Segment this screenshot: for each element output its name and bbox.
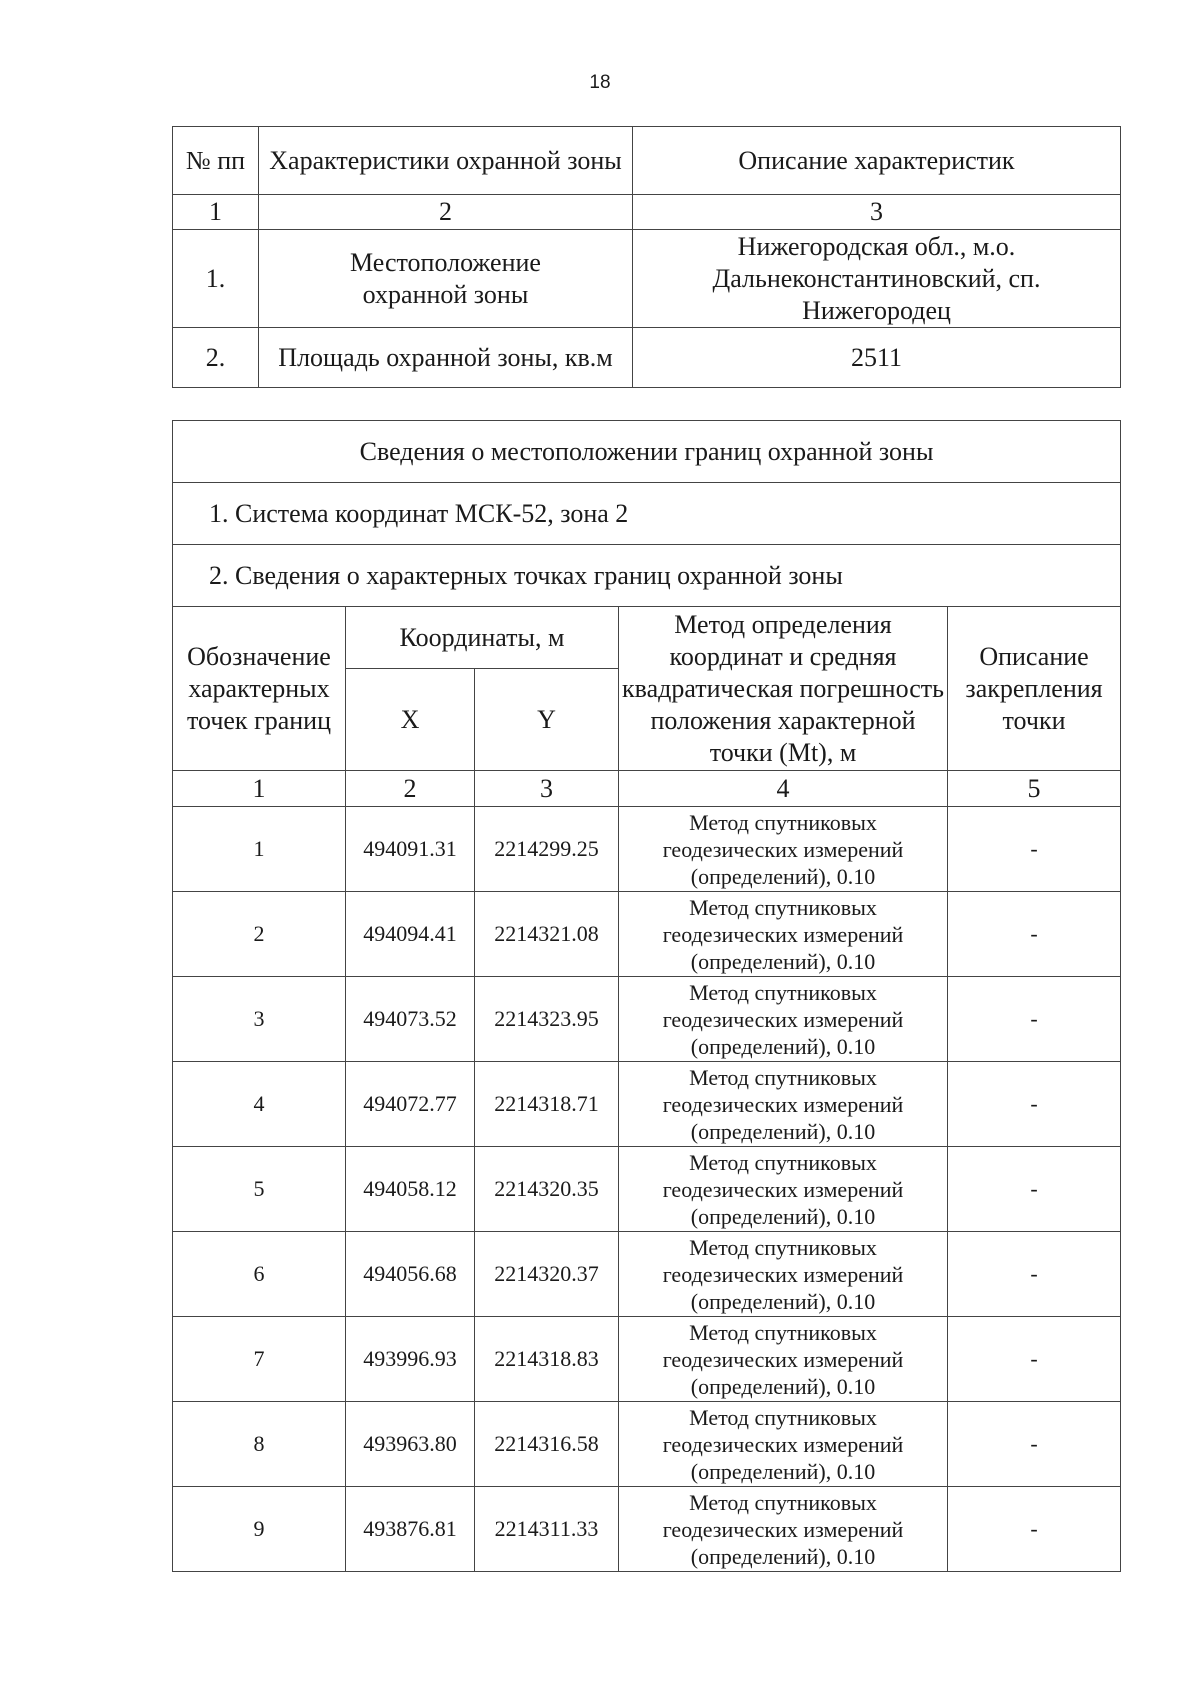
header-coordinates: Координаты, м [346,607,619,669]
coord-y: 2214299.25 [475,807,619,892]
table-row [173,328,1121,388]
method: Метод спутниковых геодезических измерений (определений), 0.10 [619,1232,948,1317]
method: Метод спутниковых геодезических измерений (определений), 0.10 [619,1487,948,1572]
point-number: 8 [173,1402,346,1487]
coord-x: 494073.52 [346,977,475,1062]
coord-y: 2214321.08 [475,892,619,977]
fixing: - [948,1062,1121,1147]
point-number: 6 [173,1232,346,1317]
point-number: 1 [173,807,346,892]
fixing: - [948,1147,1121,1232]
table-header-row [173,607,1121,669]
coord-y: 2214311.33 [475,1487,619,1572]
column-number-row [173,195,1121,230]
point-number: 4 [173,1062,346,1147]
method: Метод спутниковых геодезических измерений (определений), 0.10 [619,1062,948,1147]
fixing: - [948,1232,1121,1317]
table-row [173,977,1121,1062]
header-designation: Обозначение характерных точек границ [173,607,346,771]
coord-y: 2214318.71 [475,1062,619,1147]
table-row [173,807,1121,892]
method: Метод спутниковых геодезических измерений (определений), 0.10 [619,807,948,892]
point-number: 5 [173,1147,346,1232]
section-title: Сведения о местоположении границ охранной зоны [173,421,1121,483]
column-number: 2 [259,195,633,230]
coord-y: 2214323.95 [475,977,619,1062]
point-number: 9 [173,1487,346,1572]
points-heading-row [173,545,1121,607]
column-number: 1 [173,771,346,807]
table-cell: 2. [173,328,259,388]
column-number: 3 [475,771,619,807]
coord-x: 493876.81 [346,1487,475,1572]
fixing: - [948,1402,1121,1487]
fixing: - [948,807,1121,892]
coord-x: 494072.77 [346,1062,475,1147]
point-number: 7 [173,1317,346,1402]
column-number: 5 [948,771,1121,807]
header-y: Y [475,669,619,771]
header-x: X [346,669,475,771]
table-row [173,230,1121,328]
coord-x: 494056.68 [346,1232,475,1317]
column-number: 4 [619,771,948,807]
header-fixing: Описание закрепления точки [948,607,1121,771]
table-row [173,892,1121,977]
section-title-row [173,421,1121,483]
table-row [173,1402,1121,1487]
table-row [173,1147,1121,1232]
table-cell: 1. [173,230,259,328]
points-heading: 2. Сведения о характерных точках границ охранной зоны [173,545,1121,607]
point-number: 2 [173,892,346,977]
method: Метод спутниковых геодезических измерений (определений), 0.10 [619,1147,948,1232]
coord-x: 493996.93 [346,1317,475,1402]
coord-y: 2214316.58 [475,1402,619,1487]
table-row [173,1232,1121,1317]
fixing: - [948,977,1121,1062]
coord-x: 493963.80 [346,1402,475,1487]
header-cell: Описание характеристик [633,127,1121,195]
table-header-row [173,127,1121,195]
column-number: 1 [173,195,259,230]
method: Метод спутниковых геодезических измерений (определений), 0.10 [619,892,948,977]
header-method: Метод определения координат и средняя квадратическая погрешность положения характерной точки (Mt), м [619,607,948,771]
coord-x: 494058.12 [346,1147,475,1232]
method: Метод спутниковых геодезических измерений (определений), 0.10 [619,977,948,1062]
fixing: - [948,1487,1121,1572]
method: Метод спутниковых геодезических измерений (определений), 0.10 [619,1402,948,1487]
coordinate-system-row [173,483,1121,545]
coord-y: 2214320.37 [475,1232,619,1317]
coord-y: 2214320.35 [475,1147,619,1232]
characteristics-table [172,126,1121,388]
coord-x: 494091.31 [346,807,475,892]
table-cell: Местоположение охранной зоны [259,230,633,328]
method: Метод спутниковых геодезических измерений (определений), 0.10 [619,1317,948,1402]
table-row [173,1062,1121,1147]
column-number: 2 [346,771,475,807]
coord-y: 2214318.83 [475,1317,619,1402]
table-cell: Нижегородская обл., м.о. Дальнеконстантиновский, сп. Нижегородец [633,230,1121,328]
fixing: - [948,1317,1121,1402]
point-number: 3 [173,977,346,1062]
coord-x: 494094.41 [346,892,475,977]
page-number: 18 [589,72,611,93]
header-cell: Характеристики охранной зоны [259,127,633,195]
table-cell: 2511 [633,328,1121,388]
fixing: - [948,892,1121,977]
table-row [173,1317,1121,1402]
coordinate-system: 1. Система координат МСК-52, зона 2 [173,483,1121,545]
table-cell: Площадь охранной зоны, кв.м [259,328,633,388]
column-number-row [173,771,1121,807]
coordinates-table [172,420,1121,1572]
column-number: 3 [633,195,1121,230]
header-cell: № пп [173,127,259,195]
table-row [173,1487,1121,1572]
